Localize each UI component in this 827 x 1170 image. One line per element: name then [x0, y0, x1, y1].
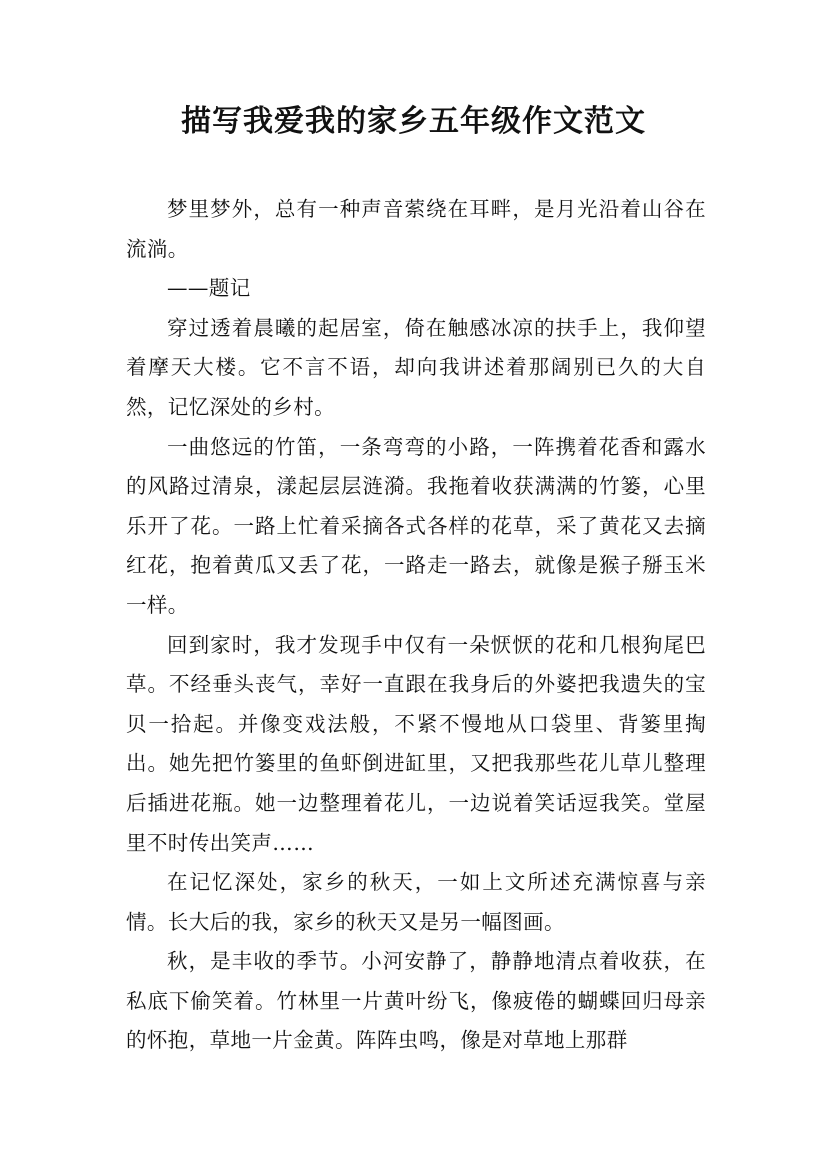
paragraph-2: 一曲悠远的竹笛，一条弯弯的小路，一阵携着花香和露水的风路过清泉，漾起层层涟漪。我拖着收获满满的竹篓，心里乐开了花。一路上忙着采摘各式各样的花草，采了黄花又去摘红花，抱着黄瓜又丢了花，一路走一路去，就像是猴子掰玉米一样。	[126, 434, 706, 617]
paragraph-epigraph: 梦里梦外，总有一种声音萦绕在耳畔，是月光沿着山谷在流淌。	[126, 197, 706, 261]
paragraph-4: 在记忆深处，家乡的秋天，一如上文所述充满惊喜与亲情。长大后的我，家乡的秋天又是另一幅图画。	[126, 870, 706, 934]
paragraph-3: 回到家时，我才发现手中仅有一朵恹恹的花和几根狗尾巴草。不经垂头丧气，幸好一直跟在我身后的外婆把我遗失的宝贝一拾起。并像变戏法般，不紧不慢地从口袋里、背篓里掏出。她先把竹篓里的鱼虾倒进缸里，又把我那些花儿草儿整理后插进花瓶。她一边整理着花儿，一边说着笑话逗我笑。堂屋里不时传出笑声……	[126, 632, 706, 855]
document-body	[126, 190, 706, 1061]
document-title: 描写我爱我的家乡五年级作文范文	[181, 104, 646, 139]
paragraph-5: 秋，是丰收的季节。小河安静了，静静地清点着收获，在私底下偷笑着。竹林里一片黄叶纷飞，像疲倦的蝴蝶回归母亲的怀抱，草地一片金黄。阵阵虫鸣，像是对草地上那群	[126, 949, 706, 1053]
paragraph-epigraph-attribution: ——题记	[167, 276, 251, 301]
paragraph-1: 穿过透着晨曦的起居室，倚在触感冰凉的扶手上，我仰望着摩天大楼。它不言不语，却向我讲述着那阔别已久的大自然，记忆深处的乡村。	[126, 315, 706, 419]
